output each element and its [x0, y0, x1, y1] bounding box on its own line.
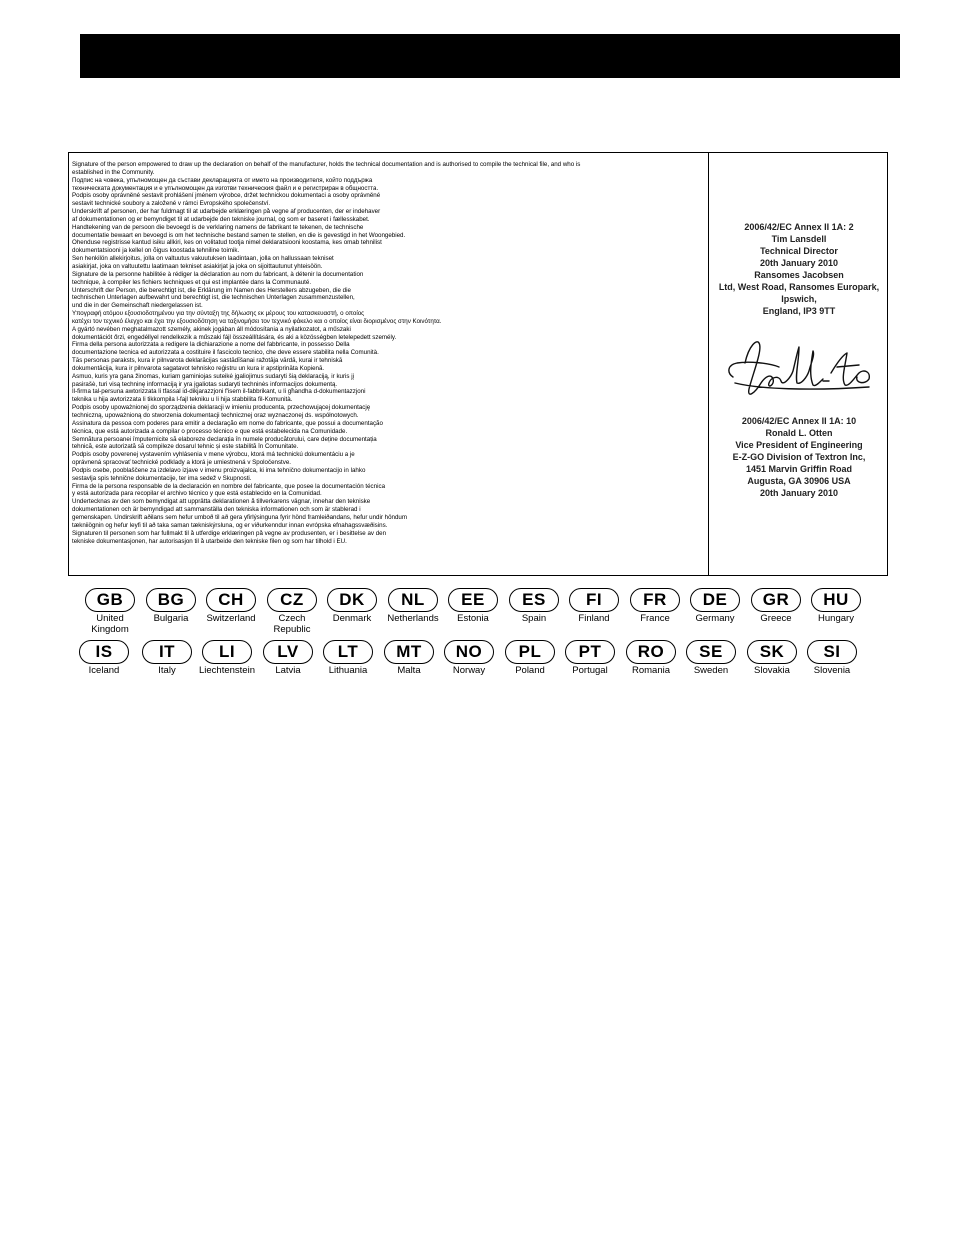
- country-name: Slovakia: [754, 665, 790, 676]
- country-code-badge: LT: [323, 640, 373, 664]
- declaration-line: asiakirjat, joka on valtuutettu laatimaan tekniset asiakirjat ja joka on sijoittautunut yhteisöön.: [72, 262, 323, 270]
- country-code-badge: NL: [388, 588, 438, 612]
- country-bg: [141, 588, 201, 624]
- country-ee: [443, 588, 503, 624]
- country-name: Bulgaria: [153, 613, 189, 624]
- declaration-line: Podpis osoby upoważnionej do sporządzenia deklaracji w imieniu producenta, przechowującej dokumentację: [72, 404, 371, 412]
- country-code-badge: GR: [751, 588, 801, 612]
- declaration-line: af dokumentationen og er bemyndiget til at udarbejde den tekniske journal, og som er baseret i fællesskabet.: [72, 215, 370, 223]
- country-name: France: [640, 613, 670, 624]
- declaration-line: Õhenduse registrisse kantud isiku allkiri, kes on volitatud tootja nimel deklaratsiooni koostama, kes omab tehnilist: [72, 239, 382, 247]
- signatory-2-date: 20th January 2010: [759, 488, 839, 498]
- handwritten-signature: [719, 333, 879, 413]
- declaration-line: técnica, que está autorizada a compilar o processo técnico e que está estabelecida na Comunidade.: [72, 427, 348, 435]
- declaration-line: A gyártó nevében meghatalmazott személy, akinek jogában áll módosítania a nyilatkozatot, a műszaki: [72, 325, 351, 333]
- declaration-line: Assinatura da pessoa com poderes para emitir a declaração em nome do fabricante, que possui a documentação: [72, 419, 383, 427]
- declaration-line: Podpis osebe, pooblaščene za izdelavo izjave v imenu proizvajalca, ki ima tehnično dokumentacijo in lahko: [72, 466, 366, 474]
- country-name: Liechtenstein: [199, 665, 255, 676]
- country-si: [802, 640, 862, 676]
- country-code-badge: PT: [565, 640, 615, 664]
- signatory-2-address-1: 1451 Marvin Griffin Road: [745, 464, 853, 474]
- country-code-badge: LV: [263, 640, 313, 664]
- country-name: Latvia: [275, 665, 301, 676]
- country-name: Sweden: [693, 665, 729, 676]
- country-gb: [80, 588, 140, 635]
- country-code-badge: ES: [509, 588, 559, 612]
- country-gr: [746, 588, 806, 624]
- declaration-line: Semnătura persoanei împuternicite să elaboreze declarația în numele producătorului, care deține documentația: [72, 435, 377, 443]
- country-code-badge: NO: [444, 640, 494, 664]
- declaration-line: oprávnená spracovať technické podklady a ktorá je umiestnená v Spoločenstve.: [72, 459, 292, 467]
- country-code-badge: IS: [79, 640, 129, 664]
- signatory-1-address-3: England, IP3 9TT: [762, 306, 836, 316]
- signatory-2-name: Ronald L. Otten: [765, 428, 833, 438]
- declaration-line: y está autorizada para recopilar el archivo técnico y que está establecido en la Comunidad.: [72, 490, 322, 498]
- signatory-2-address-2: Augusta, GA 30906 USA: [747, 476, 851, 486]
- declaration-line: Asmuo, kuris yra gana žinomas, kuriam gaminiojas suteikė įgaliojimus sudaryti šią deklaraciją, ir kuris jį: [72, 372, 354, 380]
- country-name: Denmark: [332, 613, 372, 624]
- declaration-line: Handtekening van de persoon die bevoegd is de verklaring namens de fabrikant te tekenen, de technische: [72, 223, 364, 231]
- country-li: [197, 640, 257, 676]
- signatory-1-company: Ransomes Jacobsen: [754, 270, 844, 280]
- declaration-text: [69, 153, 709, 575]
- country-name: Slovenia: [813, 665, 851, 676]
- declaration-line: Signature of the person empowered to draw up the declaration on behalf of the manufacturer, holds the technical documentation and is authorised to compile the technical file, and who is: [72, 161, 581, 168]
- country-no: [439, 640, 499, 676]
- country-code-badge: LI: [202, 640, 252, 664]
- declaration-line: dokumentācija, kura ir pilnvarota sagatavot tehnisko reģistru un kura ir apstiprināta Kopienā.: [72, 364, 325, 372]
- declaration-line: tekniske dokumentasjonen, har autorisasjon til å utarbeide den tekniske filen og som har tilhold i EU.: [72, 537, 347, 545]
- declaration-line: sestavit technické soubory a založené v rámci Evropského společenství.: [72, 200, 271, 208]
- country-code-badge: RO: [626, 640, 676, 664]
- country-code-badge: DE: [690, 588, 740, 612]
- country-name-line-2: Kingdom: [91, 624, 129, 635]
- declaration-line: Undertecknas av den som bemyndigat att upprätta deklarationen å tillverkarens vägnar, innehar den tekniske: [72, 498, 371, 506]
- declaration-line: Signaturen til personen som har fullmakt til å utferdige erklæringen på vegne av produsenten, er i besittelse av den: [72, 529, 387, 537]
- country-code-badge: SI: [807, 640, 857, 664]
- declaration-line: documentatie bewaart en bevoegd is om het technische bestand samen te stellen, en die is gevestigd in het Woongebied.: [72, 231, 406, 239]
- declaration-line: Underskrift af personen, der har fuldmagt til at udarbejde erklæringen på vegne af producenten, der er indehaver: [72, 208, 381, 216]
- signatory-1: [709, 221, 889, 317]
- country-name: Greece: [760, 613, 792, 624]
- country-name: Italy: [158, 665, 176, 676]
- country-name: Switzerland: [206, 613, 256, 624]
- declaration-line: Sen henkilön allekirjoitus, jolla on valtuutus vakuutuksen laadintaan, jolla on hallussaan tekniset: [72, 255, 334, 263]
- declaration-line: pasirašė, turi visą techninę informaciją ir yra įgaliotas sudaryti techninės informacijos dokumentą.: [72, 380, 338, 388]
- country-name: Spain: [521, 613, 547, 624]
- country-ro: [621, 640, 681, 676]
- signatory-1-address-2: Ipswich,: [781, 294, 817, 304]
- declaration-line: техническата документация и е упълномощен да изготви техническия файл и е регистриран в общността.: [72, 184, 379, 192]
- declaration-line: Il-firma tal-persuna awtorizzata li tfassal id-dikjarazzjoni f'isem il-fabbrikant, u li għandha d-dokumentazzjoni: [72, 388, 366, 396]
- signatory-1-name: Tim Lansdell: [771, 234, 827, 244]
- declaration-line: dokumentációt őrzi, engedéllyel rendelkezik a műszaki fájl összeállítására, és aki a közösségben letelepedett személy.: [72, 333, 397, 341]
- signatory-1-annex: 2006/42/EC Annex II 1A: 2: [744, 222, 854, 232]
- country-lt: [318, 640, 378, 676]
- declaration-line: technischen Unterlagen aufbewahrt und berechtigt ist, die technischen Unterlagen zusammenzustellen,: [72, 294, 355, 302]
- country-name: Lithuania: [328, 665, 368, 676]
- declaration-line: dokumentationen och är bemyndigad att sammanställa den tekniska informationen och som är stablerad i: [72, 506, 361, 514]
- country-lv: [258, 640, 318, 676]
- country-code-badge: EE: [448, 588, 498, 612]
- declaration-line: Υπογραφή ατόμου εξουσιοδοτημένου για την σύνταξη της δήλωσης εκ μέρους του κατασκευαστή, ο οποίος: [72, 310, 365, 318]
- declaration-box: [68, 152, 888, 576]
- country-pt: [560, 640, 620, 676]
- country-code-badge: SE: [686, 640, 736, 664]
- country-row-1: [80, 588, 880, 634]
- country-sk: [742, 640, 802, 676]
- declaration-line: Подпис на човека, упълномощен да състави декларацията от името на производителя, който поддържа: [72, 176, 373, 184]
- declaration-line: Podpis osoby oprávněné sestavit prohlášení jménem výrobce, držet technickou dokumentaci a osoby oprávněné: [72, 192, 381, 200]
- country-code-badge: BG: [146, 588, 196, 612]
- country-dk: [322, 588, 382, 624]
- country-code-badge: GB: [85, 588, 135, 612]
- country-name: Germany: [695, 613, 735, 624]
- country-cz: [262, 588, 322, 635]
- country-code-badge: DK: [327, 588, 377, 612]
- country-name: Poland: [515, 665, 545, 676]
- country-code-badge: FR: [630, 588, 680, 612]
- country-de: [685, 588, 745, 624]
- country-name: Norway: [452, 665, 486, 676]
- country-se: [681, 640, 741, 676]
- country-name: Malta: [397, 665, 421, 676]
- signatory-1-title: Technical Director: [760, 246, 838, 256]
- declaration-line: Firma della persona autorizzata a redigere la dichiarazione a nome del fabbricante, in possesso Della: [72, 341, 350, 349]
- declaration-line: dokumentatsiooni ja kellel on õigus koostada tehniline toimik.: [72, 247, 240, 255]
- country-pl: [500, 640, 560, 676]
- country-code-badge: SK: [747, 640, 797, 664]
- country-code-badge: CZ: [267, 588, 317, 612]
- country-name: Portugal: [572, 665, 608, 676]
- country-nl: [383, 588, 443, 624]
- declaration-line: und die in der Gemeinschaft niedergelassen ist.: [72, 302, 203, 310]
- declaration-line: Signature de la personne habilitée à rédiger la déclaration au nom du fabricant, à détenir la documentation: [72, 270, 364, 278]
- declaration-line: techniczną, upoważnioną do stworzenia dokumentacji technicznej oraz wyznaczonej ds. współnotowych.: [72, 412, 359, 419]
- country-name: Netherlands: [387, 613, 439, 624]
- country-name: Czech: [278, 613, 306, 624]
- signatories-panel: [709, 153, 889, 575]
- country-name: Finland: [578, 613, 610, 624]
- declaration-line: tehnică, este autorizată să compileze dosarul tehnic și este stabilită în Comunitate.: [72, 443, 299, 451]
- country-code-badge: CH: [206, 588, 256, 612]
- declaration-line: Podpis osoby poverenej vystavením vyhlásenia v mene výrobcu, ktorá má technickú dokumentáciu a je: [72, 451, 355, 459]
- signatory-2-annex: 2006/42/EC Annex II 1A: 10: [741, 416, 857, 426]
- country-es: [504, 588, 564, 624]
- declaration-line: technique, à compiler les fichiers techniques et qui est implantée dans la Communauté.: [72, 278, 312, 286]
- country-is: [74, 640, 134, 676]
- declaration-line: Unterschrift der Person, die berechtigt ist, die Erklärung im Namen des Herstellers abzugeben, die die: [72, 286, 351, 294]
- declaration-line: gemenskapen. Undirskrift aðilans sem hefur umboð til að gera yfirlýsinguna fyrir hönd framleiðandans, hefur undir höndum: [72, 513, 407, 521]
- declaration-line: Firma de la persona responsable de la declaración en nombre del fabricante, que posee la documentación técnica: [72, 482, 386, 490]
- country-name: United: [96, 613, 124, 624]
- signatory-2: [709, 415, 889, 499]
- signatory-1-address-1: Ltd, West Road, Ransomes Europark,: [718, 282, 880, 292]
- declaration-line: teknika u hija awtorizzata li tikkompila l-fajl tekniku u li hija stabbilita fil-Komunità.: [72, 396, 293, 404]
- country-code-badge: FI: [569, 588, 619, 612]
- signatory-1-date: 20th January 2010: [759, 258, 839, 268]
- country-name: Estonia: [457, 613, 489, 624]
- signatory-2-company: E-Z-GO Division of Textron Inc,: [732, 452, 866, 462]
- country-code-badge: IT: [142, 640, 192, 664]
- signatory-2-title: Vice President of Engineering: [735, 440, 863, 450]
- country-name-line-2: Republic: [273, 624, 311, 635]
- country-mt: [379, 640, 439, 676]
- country-fi: [564, 588, 624, 624]
- country-row-2: [80, 640, 880, 686]
- declaration-line: sestavlja spis tehnične dokumentacije, ter ima sedež v Skupnosti.: [72, 474, 252, 482]
- country-code-badge: HU: [811, 588, 861, 612]
- declaration-line: κατέχει τον τεχνικό έλεγχο και έχει την εξουσιοδότηση να ταξινομήσει τον τεχνικό φάκελο και ο οποίος είναι διορισμένος στην Κοινότητα.: [72, 317, 442, 325]
- country-hu: [806, 588, 866, 624]
- country-code-badge: PL: [505, 640, 555, 664]
- country-name: Iceland: [88, 665, 120, 676]
- country-it: [137, 640, 197, 676]
- header-bar: [80, 34, 900, 78]
- country-code-badge: MT: [384, 640, 434, 664]
- declaration-line: documentazione tecnica ed autorizzata a costituire il fascicolo tecnico, che deve essere stabilita nella Comunità.: [72, 349, 379, 357]
- country-name: Hungary: [818, 613, 854, 624]
- country-name: Romania: [631, 665, 671, 676]
- declaration-line: established in the Community.: [72, 168, 155, 176]
- declaration-line: Tās personas paraksts, kura ir pilnvarota deklarācijas sastādīšanai ražotāja vārdā, kurai ir tehniskā: [72, 357, 343, 365]
- declaration-line: tækniiögnin og hefur leyfi til að taka saman tækniskýrsluna, og er viðurkenndur innan evrópska efnahagssvæðisins.: [72, 521, 388, 529]
- country-fr: [625, 588, 685, 624]
- country-ch: [201, 588, 261, 624]
